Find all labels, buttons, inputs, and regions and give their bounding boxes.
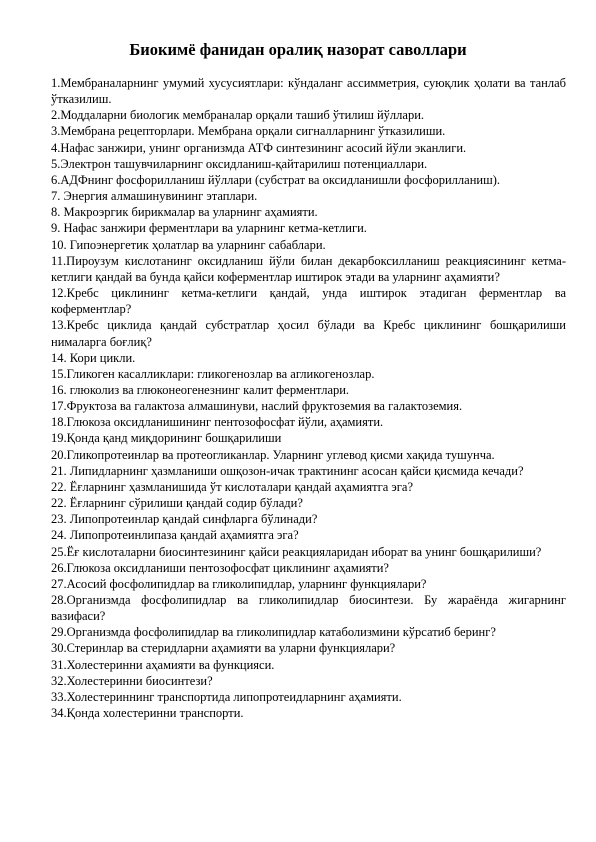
question-item: 3.Мембрана рецепторлари. Мембрана орқали сигналларнинг ўтказилиши. [51, 124, 446, 139]
question-item: 13.Кребс циклида қандай субстратлар ҳосил бўлади ва Кребс циклининг бошқарилиши нималарга боғлиқ? [51, 318, 566, 349]
question-item: 21. Липидларнинг ҳазмланиши ошқозон-ичак трактининг асосан қайси қисмида кечади? [51, 463, 524, 478]
question-item: 22. Ёғларнинг ҳазмланишида ўт кислоталари қандай аҳамиятга эга? [51, 479, 414, 494]
question-item: 8. Макроэргик бирикмалар ва уларнинг аҳамияти. [51, 205, 318, 220]
question-item: 24. Липопротеинлипаза қандай аҳамиятга эга? [51, 528, 299, 543]
question-item: 29.Организмда фосфолипидлар ва гликолипидлар катаболизмини кўрсатиб беринг? [51, 625, 496, 640]
question-item: 9. Нафас занжири ферментлари ва уларнинг кетма-кетлиги. [51, 221, 367, 236]
question-item: 34.Қонда холестеринни транспорти. [51, 706, 244, 721]
question-item: 4.Нафас занжири, унинг организмда АТФ синтезининг асосий йўли эканлиги. [51, 140, 467, 155]
question-item: 14. Кори цикли. [51, 350, 136, 365]
question-item: 28.Организмда фосфолипидлар ва гликолипидлар биосинтези. Бу жараёнда жигарнинг вазифаси? [51, 593, 566, 624]
question-item: 6.АДФнинг фосфорилланиш йўллари (субстрат ва оксидланишли фосфорилланиш). [51, 172, 500, 187]
question-item: 15.Гликоген касалликлари: гликогенозлар ва агликогенозлар. [51, 366, 375, 381]
question-item: 18.Глюкоза оксидланишининг пентозофосфат йўли, аҳамияти. [51, 415, 384, 430]
question-item: 20.Гликопротеинлар ва протеогликанлар. Уларнинг углевод қисми хақида тушунча. [51, 447, 495, 462]
question-item: 1.Мембраналарнинг умумий хусусиятлари: кўндаланг ассимметрия, суюқлик ҳолати ва танлаб ўтказилиш. [51, 76, 566, 107]
question-item: 5.Электрон ташувчиларнинг оксидланиш-қайтарилиш потенциаллари. [51, 156, 428, 171]
question-item: 19.Қонда қанд миқдорининг бошқарилиши [51, 431, 282, 446]
question-item: 32.Холестеринни биосинтези? [51, 673, 213, 688]
question-item: 12.Кребс циклининг кетма-кетлиги қандай, унда иштирок этадиган ферментлар ва коферментлар? [51, 286, 566, 317]
page-title: Биокимё фанидан оралиқ назорат саволлари [129, 40, 467, 59]
question-item: 2.Моддаларни биологик мембраналар орқали ташиб ўтилиш йўллари. [51, 108, 425, 123]
question-item: 26.Глюкоза оксидланиши пентозофосфат циклининг аҳамияти? [51, 560, 389, 575]
question-item: 10. Гипоэнергетик ҳолатлар ва уларнинг сабаблари. [51, 237, 326, 252]
question-item: 23. Липопротеинлар қандай синфларга бўлинади? [51, 512, 318, 527]
question-item: 31.Холестеринни аҳамияти ва функцияси. [51, 657, 275, 672]
question-item: 30.Стеринлар ва стеридларни аҳамияти ва уларни функциялари? [51, 641, 396, 656]
question-item: 16. глюколиз ва глюконеогенезнинг калит ферментлари. [51, 382, 350, 397]
question-item: 7. Энергия алмашинувининг этаплари. [51, 189, 258, 204]
question-item: 27.Асосий фосфолипидлар ва гликолипидлар, уларнинг функциялари? [51, 576, 427, 591]
question-list [51, 75, 566, 721]
question-item: 17.Фруктоза ва галактоза алмашинуви, наслий фруктоземия ва галактоземия. [51, 399, 463, 414]
question-item: 25.Ёғ кислоталарни биосинтезининг қайси реакцияларидан иборат ва унинг бошқарилиши? [51, 544, 542, 559]
question-item: 33.Холестериннинг транспортида липопротеидларнинг аҳамияти. [51, 689, 402, 704]
question-item: 11.Пироузум кислотанинг оксидланиш йўли билан декарбоксилланиш реакциясининг кетма-кетлиги қандай ва бунда қайси коферментлар иштирок этади ва уларнинг аҳамияти? [51, 253, 566, 284]
question-item: 22. Ёғларнинг сўрилиши қандай содир бўлади? [51, 496, 303, 511]
